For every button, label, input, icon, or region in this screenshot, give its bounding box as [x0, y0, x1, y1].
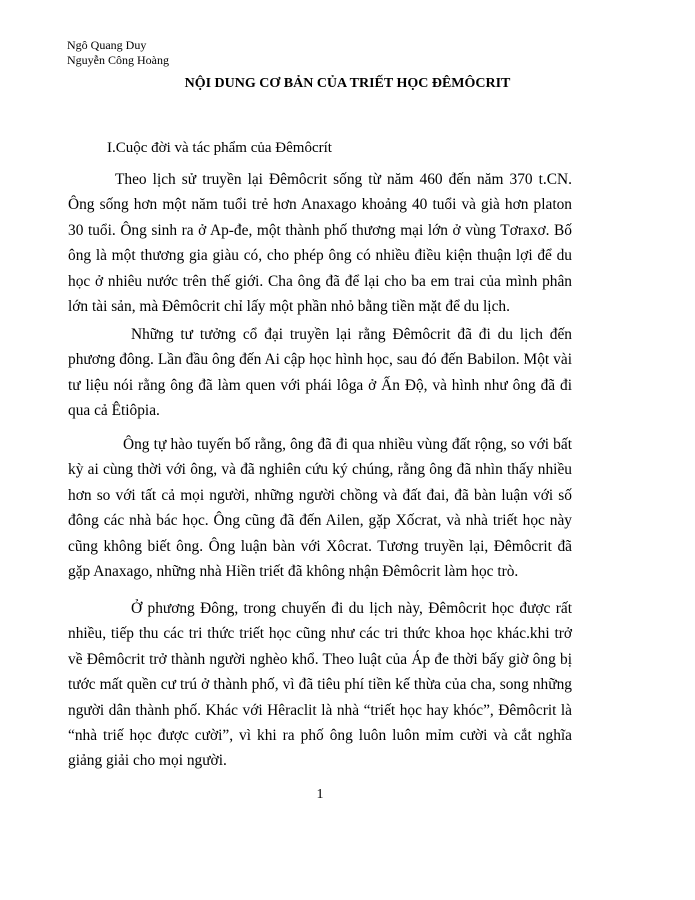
author-block: [67, 38, 169, 68]
paragraph: Ở phương Đông, trong chuyến đi du lịch này, Đêmôcrit học được rất nhiều, tiếp thu các tri thức triết học cũng như các tri thức khoa học khác.khi trở về Đêmôcrit trở thành người nghèo khổ. Theo luật của Áp đe thời bấy giờ ông bị tước mất quền cư trú ở thành phố, vì đã tiêu phí tiền kế thừa của cha, song những người dân thành phố. Khác với Hêraclit là nhà “triết học hay khóc”, Đêmôcrit là “nhà triế học được cười”, vì khi ra phố ông luôn luôn mỉm cười và cắt nghĩa giảng giải cho mọi người.: [68, 600, 572, 770]
document-title: NỘI DUNG CƠ BẢN CỦA TRIẾT HỌC ĐÊMÔCRIT: [184, 76, 511, 91]
paragraph: Ông tự hào tuyến bố rằng, ông đã đi qua nhiều vùng đất rộng, so với bất kỳ ai cùng thời với ông, và đã nghiên cứu ký chúng, rằng ông đã nhìn thấy nhiều hơn so với tất cả mọi người, những người chồng và đất đai, đã bàn luận với số đông các nhà bác học. Ông cũng đã đến Ailen, gặp Xốcrat, và nhà triết học này cũng không biết ông. Ông luận bàn với Xôcrat. Tương truyền lại, Đêmôcrit đã gặp Anaxago, những nhà Hiền triết đã không nhận Đêmôcrit làm học trò.: [68, 436, 572, 581]
author-name: Ngô Quang Duy: [67, 38, 147, 52]
author-name: Nguyễn Công Hoàng: [67, 53, 169, 67]
paragraph: Theo lịch sử truyền lại Đêmôcrit sống từ năm 460 đến năm 370 t.CN. Ông sống hơn một năm tuổi trẻ hơn Anaxago khoảng 40 tuổi và già hơn platon 30 tuổi. Ông sinh ra ở Ap-đe, một thành phố thương mại lớn ở vùng Tơraxơ. Bố ông là một thương gia giàu có, cho phép ông có nhiều điều kiện thuận lợi để du học ở nhiêu nước trên thế giới. Cha ông đã để lại cho ba em trai của mình phân lớn tài sản, mà Đêmôcrit chỉ lấy một phần nhỏ bằng tiền mặt để du lịch.: [68, 171, 572, 316]
page-number: 1: [316, 787, 324, 802]
paragraph: Những tư tưởng cổ đại truyền lại rằng Đêmôcrit đã đi du lịch đến phương đông. Lần đầu ông đến Ai cập học hình học, sau đó đến Babilon. Một vài tư liệu nói rằng ông đã làm quen với phái lôga ở Ấn Độ, và hình như ông đã đi qua cả Êtiôpia.: [68, 326, 572, 420]
section-heading: I.Cuộc đời và tác phẩm của Đêmôcrít: [107, 140, 332, 156]
